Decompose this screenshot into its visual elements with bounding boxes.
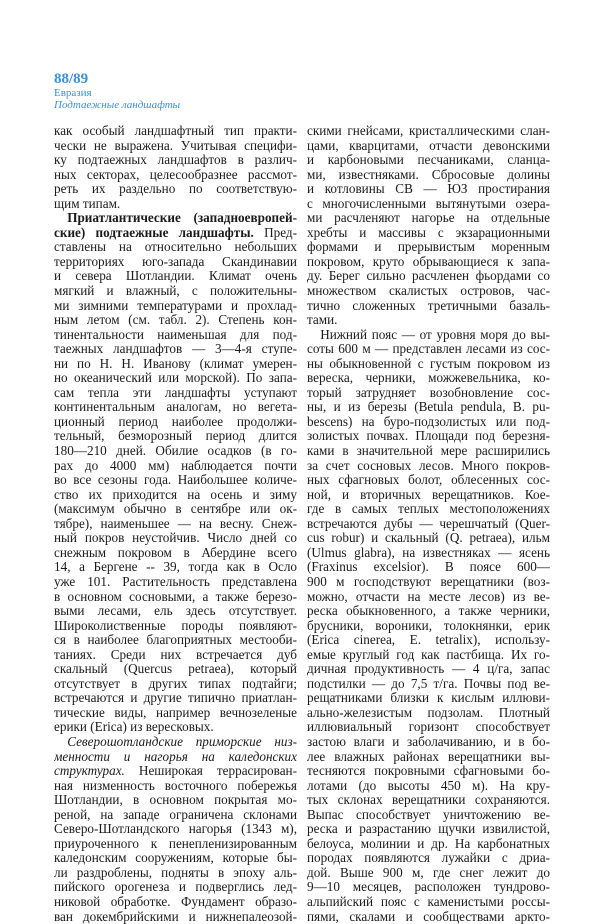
page-numbers: 88/89 xyxy=(54,71,89,87)
text-line: ни по Н. Н. Иванову (климат умерен- xyxy=(54,356,297,371)
text-line: за счет сосновых лесов. Много покров- xyxy=(307,458,550,473)
text-line: 9—10 месяцев, расположен тундрово- xyxy=(307,880,550,895)
text-line: Северо-Шотландского нагорья (1343 м), xyxy=(54,822,297,837)
text-line: территориях юго-запада Скандинавии xyxy=(54,254,297,269)
text-line: континентальным аналогам, но вегета- xyxy=(54,400,297,415)
running-head-section: Подтаежные ландшафты xyxy=(54,99,181,111)
text-line: каледонским сооружениям, которые бы- xyxy=(54,851,297,866)
text-line: ся в наиболее благоприятных местооби- xyxy=(54,633,297,648)
text-line: и карбоновыми песчаниками, сланца- xyxy=(307,153,550,168)
text-line: менности и нагорья на каледонских xyxy=(54,749,297,764)
text-line: тых склонах верещатники сохраняются. xyxy=(307,793,550,808)
text-line: реска и разрастанию щучки извилистой, xyxy=(307,822,550,837)
page-header xyxy=(54,72,180,111)
text-line: ны, и из березы (Betula pendula, B. pu- xyxy=(307,400,550,415)
text-line: мягкий и влажный, с положительны- xyxy=(54,284,297,299)
text-line: таежных ландшафтов — 3—4-я ступе- xyxy=(54,342,297,357)
text-line: ный покров неустойчив. Число дней со xyxy=(54,531,297,546)
text-line: Северошотландские приморские низ- xyxy=(54,734,297,749)
text-line: ально-железистым подзолам. Плотный xyxy=(307,705,550,720)
text-line: пями, скалами и сообществами аркто- xyxy=(307,909,550,924)
text-line: как особый ландшафтный тип практи- xyxy=(54,124,297,138)
text-line: с многочисленными вытянутыми озера- xyxy=(307,196,550,211)
running-head-region: Евразия xyxy=(54,87,92,99)
text-line: множеством скалистых островов, час- xyxy=(307,284,550,299)
right-text-column xyxy=(307,124,550,924)
text-line: ных секторах, целесообразнее рассмот- xyxy=(54,167,297,182)
text-line: дичная продуктивность — 4 ц/га, запас xyxy=(307,662,550,677)
text-line: (Fraxinus excelsior). В поясе 600— xyxy=(307,560,550,575)
text-line: ку подтаежных ландшафтов в различ- xyxy=(54,153,297,168)
text-line: тинентальности наименьшая для под- xyxy=(54,327,297,342)
text-line: встречаются и другие типично приатлан- xyxy=(54,691,297,706)
text-line: 900 м господствуют верещатники (воз- xyxy=(307,574,550,589)
text-line: золистых почвах. Площади под березня- xyxy=(307,429,550,444)
text-line: породах появляются лужайки с дриа- xyxy=(307,851,550,866)
text-line: реной, на западе ограничена склонами xyxy=(54,807,297,822)
text-line: ставлены на относительно небольших xyxy=(54,240,297,255)
text-line: ван докембрийскими и нижнепалеозой- xyxy=(54,909,297,924)
text-line: в основном сосновыми, а также березо- xyxy=(54,589,297,604)
text-line: cus robur) и скальный (Q. petraea), ильм xyxy=(307,531,550,546)
text-line: можно, отчасти на месте лесов) из ве- xyxy=(307,589,550,604)
text-line: 14, а Бергене -- 39, тогда как в Осло xyxy=(54,560,297,575)
text-line: ной, и вторичных верещатников. Кое- xyxy=(307,487,550,502)
text-line: снежным покровом в Абердине всего xyxy=(54,545,297,560)
text-line: таниях. Среди них встречается дуб xyxy=(54,647,297,662)
text-line: емые круглый год как пастбища. Их го- xyxy=(307,647,550,662)
text-line: 180—210 дней. Обилие осадков (в го- xyxy=(54,444,297,459)
text-line: ли раздроблены, подняты в эпоху аль- xyxy=(54,865,297,880)
text-line: иллювиальный горизонт способствует xyxy=(307,720,550,735)
text-line: (Ulmus glabra), на известняках — ясень xyxy=(307,545,550,560)
text-line: рещатниками близки к кислым иллюви- xyxy=(307,691,550,706)
text-line: ми расчленяют нагорье на отдельные xyxy=(307,211,550,226)
text-line: ерики (Erica) из вересковых. xyxy=(54,720,214,735)
text-line: лотами (до высоты 450 м). На кру- xyxy=(307,778,550,793)
text-line: ны обыкновенной с густым покровом из xyxy=(307,356,550,371)
text-line: во все сезоны года. Наибольшее количе- xyxy=(54,473,297,488)
text-line: ками в значительной мере расширились xyxy=(307,444,550,459)
text-line: лее влажных районах верещатники вы- xyxy=(307,749,550,764)
text-line: Выпас способствует уничтожению ве- xyxy=(307,807,550,822)
text-line: ная низменность восточного побережья xyxy=(54,778,297,793)
text-line: формами и прерывистым моренным xyxy=(307,240,550,255)
text-line: альпийский пояс с каменистыми россы- xyxy=(307,894,550,909)
text-line: сам тепла эти ландшафты уступают xyxy=(54,385,297,400)
text-line: рах до 4000 мм) наблюдается почти xyxy=(54,458,297,473)
text-line: ду. Берег сильно расчленен фьордами со xyxy=(307,269,550,284)
text-line: щим типам. xyxy=(54,196,121,211)
text-line: застою влаги и заболачиванию, и в бо- xyxy=(307,734,550,749)
text-line: подстилки — до 7,5 т/га. Почвы под ве- xyxy=(307,676,550,691)
text-line: белоуса, молинии и др. На карбонатных xyxy=(307,836,550,851)
text-line: чески не выражена. Учитывая специфи- xyxy=(54,138,297,153)
text-line: где в самых теплых местоположениях xyxy=(307,502,550,517)
text-line: выми лесами, ель здесь отсутствует. xyxy=(54,604,297,619)
text-line: Нижний пояс — от уровня моря до вы- xyxy=(307,327,550,342)
text-line: приуроченного к пенепленизированным xyxy=(54,836,297,851)
text-line: тесняются покровными сфагновыми бо- xyxy=(307,764,550,779)
text-line: ми, известняками. Сбросовые долины xyxy=(307,167,550,182)
text-line: покровом, круто обрывающиеся к запа- xyxy=(307,254,550,269)
text-line: ционный период наиболее продолжи- xyxy=(54,414,297,429)
text-line: скальный (Quercus petraea), который xyxy=(54,662,297,677)
text-line: ным летом (см. табл. 2). Степень кон- xyxy=(54,313,297,328)
text-line: но океанический или морской). По запа- xyxy=(54,371,297,386)
text-line: цами, кварцитами, отчасти девонскими xyxy=(307,138,550,153)
text-line: тами. xyxy=(307,313,338,328)
text-line: ных сфагновых болот, облесенных сос- xyxy=(307,473,550,488)
text-line: тические виды, например вечнозеленые xyxy=(54,705,297,720)
text-line: bescens) на буро-подзолистых или под- xyxy=(307,414,550,429)
text-line: Шотландии, в основном покрытая мо- xyxy=(54,793,297,808)
left-text-column xyxy=(54,124,297,924)
text-line: Широколиственные породы появляют- xyxy=(54,618,297,633)
text-line: и котловины СВ — ЮЗ простирания xyxy=(307,182,550,197)
text-line: торый затрудняет возобновление сос- xyxy=(307,385,550,400)
text-line: никовой обработке. Фундамент образо- xyxy=(54,894,297,909)
text-line: брусники, вороники, толокнянки, ерик xyxy=(307,618,550,633)
text-line: встречаются дубы — черешчатый (Quer- xyxy=(307,516,550,531)
text-line: хребты и массивы с экзарационными xyxy=(307,225,550,240)
text-line: пийского орогенеза и подверглись лед- xyxy=(54,880,297,895)
text-line: тельный, безморозный период длится xyxy=(54,429,297,444)
text-line: тично сложенных третичными базаль- xyxy=(307,298,550,313)
text-line: ские) подтаежные ландшафты. Пред- xyxy=(54,225,297,240)
text-line: скими гнейсами, кристаллическими слан- xyxy=(307,124,550,138)
text-line: (Erica cinerea, E. tetralix), использу- xyxy=(307,633,550,648)
text-line: структурах. Неширокая террасирован- xyxy=(54,764,297,779)
text-line: соты 600 м — представлен лесами из сос- xyxy=(307,342,550,357)
text-line: вереска, черники, можжевельника, ко- xyxy=(307,371,550,386)
text-line: (максимум обычно в сентябре или ок- xyxy=(54,502,297,517)
text-line: дой. Выше 900 м, где снег лежит до xyxy=(307,865,550,880)
text-line: уже 101. Растительность представлена xyxy=(54,574,297,589)
text-line: ми зимними температурами и прохлад- xyxy=(54,298,297,313)
text-line: ство их приходится на осень и зиму xyxy=(54,487,297,502)
text-line: Приатлантические (западноевропей- xyxy=(54,211,297,226)
text-line: реть их раздельно по соответствую- xyxy=(54,182,297,197)
text-line: и севера Шотландии. Климат очень xyxy=(54,269,297,284)
text-line: реска обыкновенного, а также черники, xyxy=(307,604,550,619)
text-line: тябре), наименьшее — на весну. Снеж- xyxy=(54,516,297,531)
text-line: отсутствует в других типах подтайги; xyxy=(54,676,297,691)
